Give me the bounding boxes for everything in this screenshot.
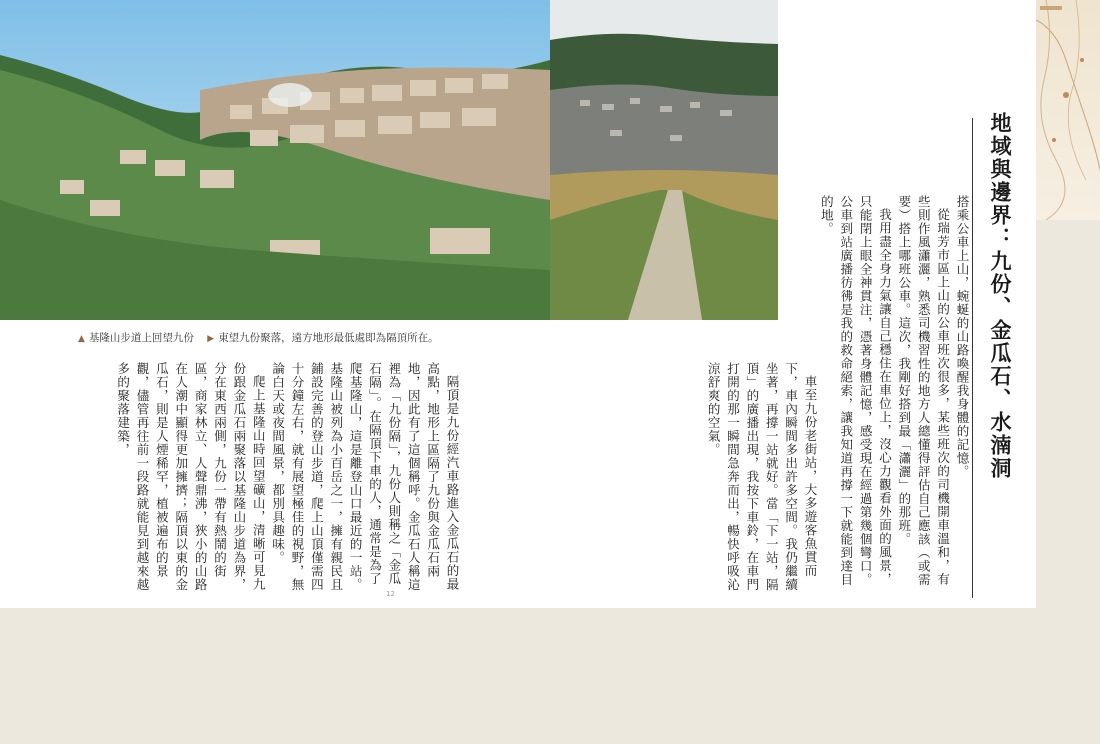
page-shadow-area [0,608,1100,744]
map-drawing [1036,0,1100,220]
paragraph-6: 爬上基隆山時回望礦山，清晰可見九份跟金瓜石兩聚落以基隆山步道為界，分在東西兩側，九份一帶有熱鬧的街區，商家林立、人聲鼎沸，狹小的山路在人潮中顯得更加擁擠；隔頂以東的金瓜石，則是人煙稀罕，植被遍布的景觀，儘管再往前一段路就能見到越來越多的聚落建築， [115,362,267,592]
keelung-mountain-trail-photo [550,0,778,320]
caption-marker-right: ▶ [207,334,215,344]
photo-captions [78,330,449,345]
article-title: 地域與邊界：九份、金瓜石、水湳洞 [988,112,1013,480]
caption-left: 基隆山步道上回望九份 [88,332,194,344]
reference-mark: 12 [386,590,395,598]
text-block-upper-right [819,195,972,595]
paragraph-1: 搭乘公車上山，蜿蜒的山路喚醒我身體的記憶。 [955,195,970,479]
text-block-left [70,362,462,598]
paragraph-4: 車至九份老街站，大多遊客魚貫而下，車內瞬間多出許多空間。我仍繼續坐著，再撐一站就好。當「下一站，隔頂」的廣播出現，我按下車鈴，在車門打開的那一瞬間急奔而出，暢快呼吸沁涼舒爽的空氣。 [706,362,818,592]
paragraph-2: 從瑞芳市區上山的公車班次很多，某些班次的司機開車溫和，有些則作風瀟灑，熟悉司機習性的地方人總懂得評估自己應該（或需要）搭上哪班公車。這次，我剛好搭到最「瀟灑」的那班。 [896,195,951,587]
title-divider [972,118,973,598]
caption-marker-left: ▲ [78,334,85,344]
jiufen-hillside-photo [0,0,550,320]
caption-right: 東望九份聚落，遠方地形最低處即為隔頂所在。 [218,332,439,344]
text-block-lower-right [644,362,820,598]
paragraph-3: 我用盡全身力氣讓自己穩住在車位上，沒心力觀看外面的風景，只能閉上眼全神貫注，憑著身體記憶，感受現在經過第幾個彎口。公車到站廣播彷彿是我的救命絕索，讓我知道再撐一下就能到達目的地。 [819,195,893,587]
paragraph-5: 隔頂是九份經汽車路進入金瓜石的最高點，地形上區隔了九份與金瓜石兩地，因此有了這個稱呼。金瓜石人稱這裡為「九份隔」，九份人則稱之「金瓜石隔」。在隔頂下車的人，通常是為了爬基隆山，這是離登山口最近的一站。基隆山被列為小百岳之一，擁有親民且鋪設完善的登山步道，爬上山頂僅需四十分鐘左右，就有展望極佳的視野，無論白天或夜間風景，都別具趣味。 [270,362,460,592]
map-illustration [1036,0,1100,220]
